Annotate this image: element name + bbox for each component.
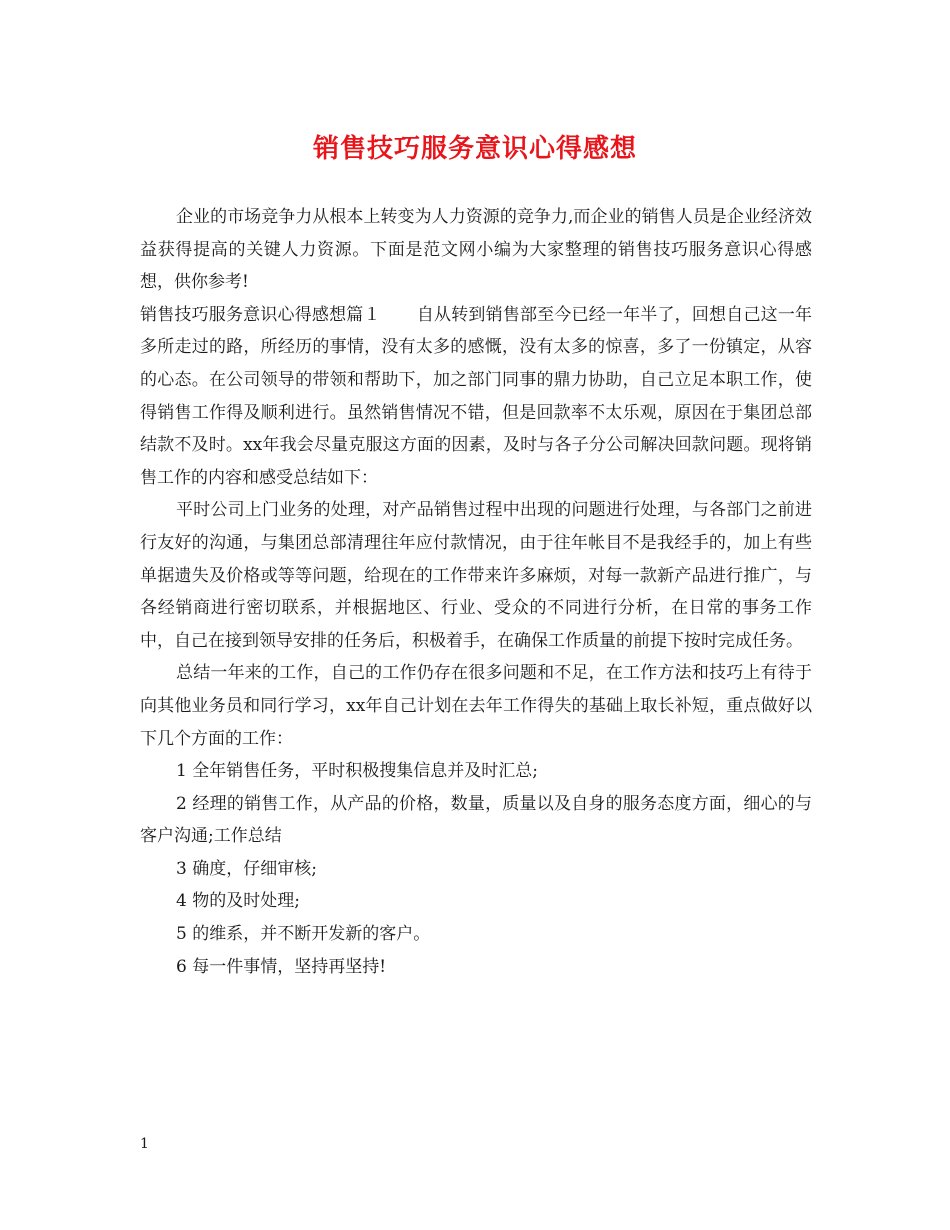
document-title: 销售技巧服务意识心得感想	[312, 134, 637, 164]
list-item: 6 每一件事情，坚持再坚持!	[176, 956, 387, 977]
paragraph-1: 自从转到销售部至今已经一年半了，回想自己这一年多所走过的路，所经历的事情，没有太多的感慨，没有太多的惊喜，多了一份镇定，从容的心态。在公司领导的带领和帮助下，加之部门同事的鼎力协助，自己立足本职工作，使得销售工作得及顺利进行。虽然销售情况不错，但是回款率不太乐观，原因在于集团总部结款不及时。xx年我会尽量克服这方面的因素，及时与各子分公司解决回款问题。现将销售工作的内容和感受总结如下：	[140, 304, 813, 488]
intro-paragraph: 企业的市场竞争力从根本上转变为人力资源的竞争力,而企业的销售人员是企业经济效益获得提高的关键人力资源。下面是范文网小编为大家整理的销售技巧服务意识心得感想，供你参考!	[140, 207, 812, 293]
list-item: 3 确度，仔细审核;	[176, 858, 317, 879]
article-section	[140, 299, 812, 495]
paragraph-2: 平时公司上门业务的处理，对产品销售过程中出现的问题进行处理，与各部门之前进行友好的沟通，与集团总部清理往年应付款情况，由于往年帐目不是我经手的，加上有些单据遗失及价格或等等问题，给现在的工作带来许多麻烦，对每一款新产品进行推广，与各经销商进行密切联系，并根据地区、行业、受众的不同进行分析，在日常的事务工作中，自己在接到领导安排的任务后，积极着手，在确保工作质量的前提下按时完成任务。	[140, 500, 812, 651]
list-item: 5 的维系，并不断开发新的客户。	[176, 924, 431, 945]
list-item: 1 全年销售任务，平时积极搜集信息并及时汇总;	[176, 761, 538, 782]
document-body	[140, 201, 812, 983]
page-number: 1	[140, 1136, 149, 1152]
list-item: 2 经理的销售工作，从产品的价格，数量，质量以及自身的服务态度方面，细心的与客户沟通;工作总结	[140, 793, 812, 847]
paragraph-3: 总结一年来的工作，自己的工作仍存在很多问题和不足，在工作方法和技巧上有待于向其他业务员和同行学习，xx年自己计划在去年工作得失的基础上取长补短，重点做好以下几个方面的工作：	[140, 663, 812, 749]
list-item: 4 物的及时处理;	[176, 891, 300, 912]
article-heading: 销售技巧服务意识心得感想篇１	[140, 304, 381, 325]
